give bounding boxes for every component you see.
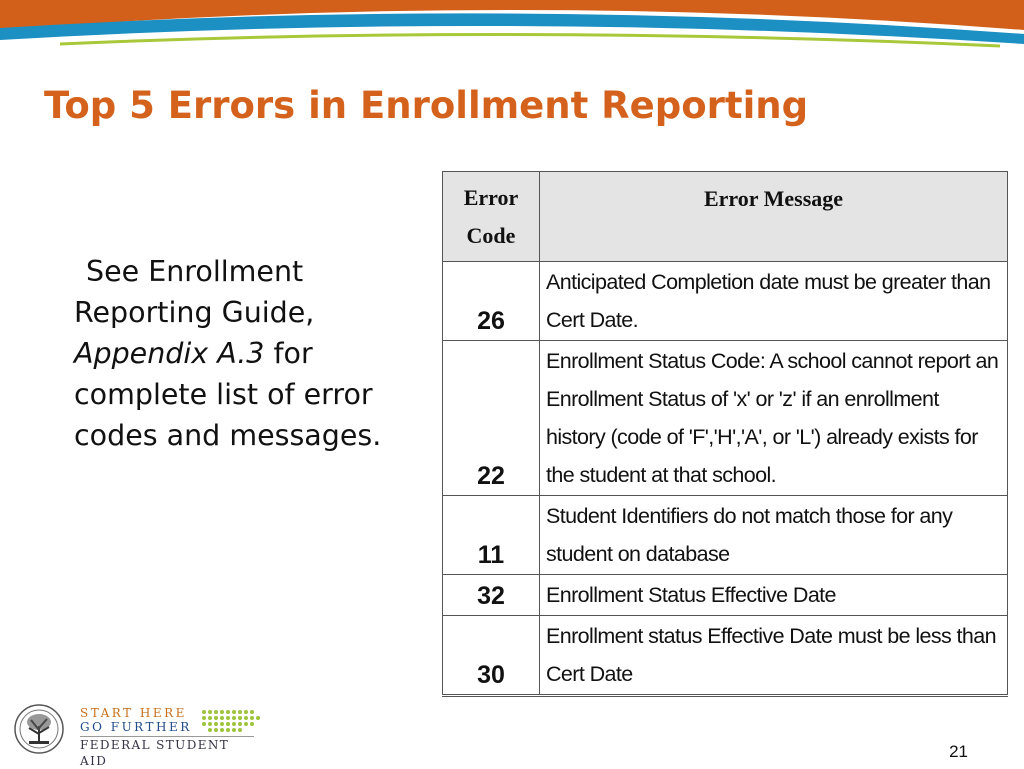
table-row — [443, 341, 1008, 496]
logo-dot-grid-icon — [200, 708, 260, 736]
logo-org-name: FEDERAL STUDENT AID — [80, 736, 254, 769]
error-code-header-line1: Error — [463, 184, 519, 210]
error-code-cell: 30 — [443, 616, 540, 696]
error-table — [442, 171, 1008, 697]
note-lead: See Enrollment Reporting Guide, — [74, 255, 315, 329]
appendix-reference: Appendix A.3 — [74, 337, 265, 370]
logo-tagline-start: START HERE — [80, 706, 187, 720]
department-seal-icon — [14, 704, 64, 754]
header-banner — [0, 0, 1024, 50]
table-row — [443, 616, 1008, 696]
reference-note — [74, 251, 394, 456]
error-message-cell: Anticipated Completion date must be greater than Cert Date. — [540, 262, 1008, 341]
error-code-header — [443, 172, 540, 262]
error-message-cell: Enrollment Status Effective Date — [540, 575, 1008, 616]
error-code-cell: 22 — [443, 341, 540, 496]
logo-tagline-further: GO FURTHER — [80, 720, 192, 734]
table-row — [443, 262, 1008, 341]
error-message-header: Error Message — [540, 172, 1008, 262]
error-message-cell: Enrollment status Effective Date must be less than Cert Date — [540, 616, 1008, 696]
error-code-cell: 26 — [443, 262, 540, 341]
note-tail: for complete list of error codes and messages. — [74, 337, 382, 452]
error-message-cell: Student Identifiers do not match those for any student on database — [540, 496, 1008, 575]
table-row — [443, 575, 1008, 616]
slide-title: Top 5 Errors in Enrollment Reporting — [44, 84, 809, 127]
page-number: 21 — [949, 742, 968, 761]
error-code-header-line2: Code — [466, 222, 516, 248]
error-code-cell: 32 — [443, 575, 540, 616]
table-header-row — [443, 172, 1008, 262]
fsa-logo — [14, 704, 254, 768]
table-row — [443, 496, 1008, 575]
error-code-cell: 11 — [443, 496, 540, 575]
error-message-cell: Enrollment Status Code: A school cannot report an Enrollment Status of 'x' or 'z' if an enrollment history (code of 'F','H','A', or 'L') already exists for the student at that school. — [540, 341, 1008, 496]
